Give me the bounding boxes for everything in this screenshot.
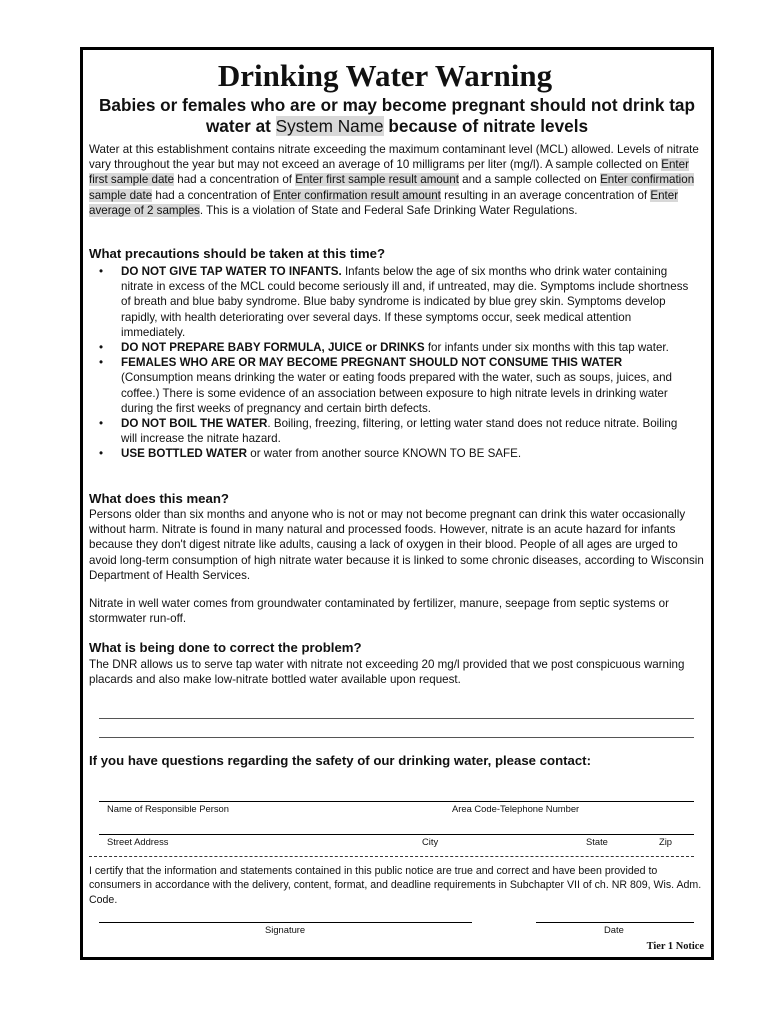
section-divider bbox=[89, 856, 694, 857]
page-title: Drinking Water Warning bbox=[217, 58, 553, 93]
address-line[interactable] bbox=[99, 834, 694, 835]
meaning-paragraph-1: Persons older than six months and anyone who is not or may not become pregnant can drink this water occasionally without harm. Nitrate is found in many natural and processed foods. However, nitrate is an acute hazard for infants because they don't digest nitrate like adults, causing a lack of oxygen in their blood. People of all ages are urged to avoid long-term consumption of high nitrate water because it is linked to some chronic diseases, according to Wisconsin Department of Health Services. bbox=[89, 508, 704, 582]
meaning-heading: What does this mean? bbox=[89, 491, 229, 506]
bullet-icon: • bbox=[99, 356, 104, 370]
correction-paragraph: The DNR allows us to serve tap water with nitrate not exceeding 20 mg/l provided that we post conspicuous warning placards and also make low-nitrate bottled water available upon request. bbox=[89, 658, 685, 687]
bullet-icon: • bbox=[99, 341, 104, 355]
signature-line[interactable] bbox=[99, 922, 472, 923]
confirmation-result-field[interactable]: Enter confirmation result amount bbox=[273, 188, 441, 202]
phone-label: Area Code-Telephone Number bbox=[452, 803, 580, 814]
date-label: Date bbox=[604, 924, 624, 935]
tier-notice-label: Tier 1 Notice bbox=[646, 941, 704, 952]
average-result-field[interactable]: Enter average of 2 samples bbox=[89, 188, 679, 217]
first-sample-date-field[interactable]: Enter first sample date bbox=[89, 158, 689, 187]
signature-label: Signature bbox=[265, 924, 306, 935]
correction-heading: What is being done to correct the problem? bbox=[89, 640, 362, 655]
date-line[interactable] bbox=[536, 922, 694, 923]
contact-heading: If you have questions regarding the safety of our drinking water, please contact: bbox=[89, 753, 591, 768]
precaution-item: • USE BOTTLED WATER or water from another source KNOWN TO BE SAFE. bbox=[99, 447, 522, 461]
meaning-paragraph-2: Nitrate in well water comes from groundwater contaminated by fertilizer, manure, seepage from septic systems or stormwater run-off. bbox=[89, 597, 669, 626]
precaution-item: • DO NOT BOIL THE WATER. Boiling, freezing, filtering, or letting water stand does not reduce nitrate. Boiling will increase the nitrate hazard. bbox=[99, 417, 678, 446]
name-label: Name of Responsible Person bbox=[107, 803, 229, 814]
warning-subtitle bbox=[90, 95, 704, 137]
subtitle-line-1: Babies or females who are or may become pregnant should not drink tap bbox=[99, 95, 695, 115]
first-sample-result-field[interactable]: Enter first sample result amount bbox=[295, 173, 459, 187]
intro-paragraph: Water at this establishment contains nitrate exceeding the maximum contaminant level (MCL) allowed. Levels of nitrate vary throughout the year but may not exceed an average of 10 milligrams per liter (mg/l). A sample collected on Enter first sample date had a concentration of Enter first sample result amount and a sample collected on Enter confirmation sample date had a concentration of Enter confirmation result amount resulting in an average concentration of Enter average of 2 samples. This is a violation of State and Federal Safe Drinking Water Regulations. bbox=[89, 143, 699, 217]
precautions-heading: What precautions should be taken at this time? bbox=[89, 246, 386, 261]
bullet-icon: • bbox=[99, 417, 104, 431]
system-name-field[interactable]: System Name bbox=[275, 116, 384, 136]
precaution-item: • DO NOT PREPARE BABY FORMULA, JUICE or DRINKS for infants under six months with this tap water. bbox=[99, 341, 669, 355]
subtitle-line-2: water at System Name because of nitrate levels bbox=[205, 116, 589, 136]
name-phone-line[interactable] bbox=[99, 801, 694, 802]
blank-line-1[interactable] bbox=[99, 718, 694, 719]
city-label: City bbox=[422, 836, 439, 847]
precautions-list bbox=[89, 264, 695, 462]
certification-text: I certify that the information and statements contained in this public notice are true and correct and have been provided to consumers in accordance with the delivery, content, format, and deadline requirements in Subchapter VII of ch. NR 809, Wis. Adm. Code. bbox=[89, 865, 702, 906]
state-label: State bbox=[586, 836, 608, 847]
confirmation-sample-date-field[interactable]: Enter confirmation sample date bbox=[89, 173, 695, 202]
bullet-icon: • bbox=[99, 265, 104, 278]
bullet-icon: • bbox=[99, 447, 104, 461]
precaution-item: • DO NOT GIVE TAP WATER TO INFANTS. Infants below the age of six months who drink water containing nitrate in excess of the MCL could become seriously ill and, if untreated, may die. Symptoms include shortness of breath and blue baby syndrome. Blue baby syndrome is indicated by blue grey skin. Symptoms develop rapidly, with health deteriorating over several days. If these symptoms occur, seek medical attention immediately. bbox=[99, 265, 689, 339]
street-label: Street Address bbox=[107, 836, 169, 847]
blank-line-2[interactable] bbox=[99, 737, 694, 738]
zip-label: Zip bbox=[659, 836, 673, 847]
precaution-item: • FEMALES WHO ARE OR MAY BECOME PREGNANT SHOULD NOT CONSUME THIS WATER (Consumption means drinking the water or eating foods prepared with the water, such as soups, juices, and coffee.) There is some evidence of an association between exposure to high nitrate levels in drinking water during the first weeks of pregnancy and certain birth defects. bbox=[99, 356, 673, 415]
